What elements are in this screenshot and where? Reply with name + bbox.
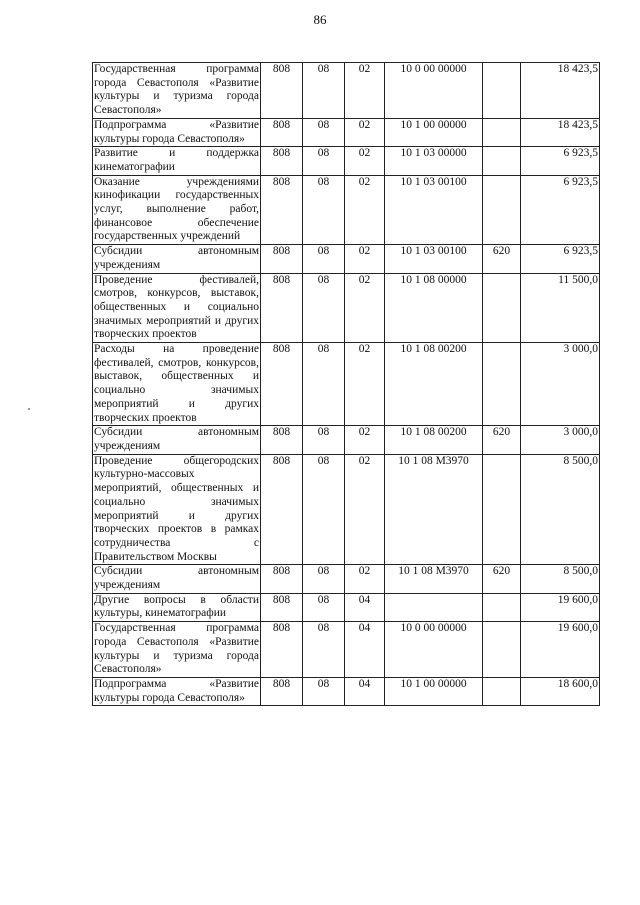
table-row [93, 175, 600, 245]
row-name: Другие вопросы в области культуры, кинематографии [93, 593, 261, 621]
expense-type [483, 175, 521, 245]
target-article: 10 1 00 00000 [385, 118, 483, 146]
dept-code: 808 [261, 593, 303, 621]
dept-code: 808 [261, 273, 303, 343]
section-code: 08 [303, 273, 345, 343]
section-code: 08 [303, 593, 345, 621]
table-row [93, 565, 600, 593]
subsection-code: 02 [345, 245, 385, 273]
section-code: 08 [303, 565, 345, 593]
expense-type: 620 [483, 565, 521, 593]
budget-table-body [93, 63, 600, 706]
target-article: 10 1 03 00100 [385, 175, 483, 245]
row-name: Расходы на проведение фестивалей, смотров, конкурсов, выставок, общественных и социально значимых мероприятий и других творческих проектов [93, 343, 261, 426]
expense-type [483, 677, 521, 705]
dept-code: 808 [261, 245, 303, 273]
page-number: 86 [313, 12, 327, 27]
subsection-code: 02 [345, 454, 385, 565]
section-code: 08 [303, 175, 345, 245]
row-name: Развитие и поддержка кинематографии [93, 147, 261, 175]
amount: 19 600,0 [521, 593, 600, 621]
section-code: 08 [303, 245, 345, 273]
table-row [93, 593, 600, 621]
target-article: 10 1 03 00000 [385, 147, 483, 175]
expense-type: 620 [483, 426, 521, 454]
amount: 3 000,0 [521, 343, 600, 426]
expense-type [483, 454, 521, 565]
expense-type [483, 593, 521, 621]
amount: 6 923,5 [521, 245, 600, 273]
subsection-code: 04 [345, 593, 385, 621]
subsection-code: 02 [345, 565, 385, 593]
dept-code: 808 [261, 63, 303, 119]
section-code: 08 [303, 343, 345, 426]
subsection-code: 02 [345, 63, 385, 119]
row-name: Проведение фестивалей, смотров, конкурсов, выставок, общественных и социально значимых мероприятий и других творческих проектов [93, 273, 261, 343]
subsection-code: 02 [345, 343, 385, 426]
table-row [93, 426, 600, 454]
target-article: 10 1 08 00200 [385, 426, 483, 454]
subsection-code: 02 [345, 147, 385, 175]
table-row [93, 63, 600, 119]
section-code: 08 [303, 63, 345, 119]
dept-code: 808 [261, 565, 303, 593]
table-row [93, 454, 600, 565]
row-name: Подпрограмма «Развитие культуры города Севастополя» [93, 118, 261, 146]
target-article: 10 1 00 00000 [385, 677, 483, 705]
dept-code: 808 [261, 622, 303, 678]
amount: 11 500,0 [521, 273, 600, 343]
row-name: Субсидии автономным учреждениям [93, 426, 261, 454]
subsection-code: 04 [345, 622, 385, 678]
target-article: 10 0 00 00000 [385, 622, 483, 678]
row-name: Государственная программа города Севастополя «Развитие культуры и туризма города Севастополя» [93, 63, 261, 119]
expense-type [483, 147, 521, 175]
section-code: 08 [303, 147, 345, 175]
dept-code: 808 [261, 343, 303, 426]
expense-type: 620 [483, 245, 521, 273]
dept-code: 808 [261, 677, 303, 705]
amount: 18 423,5 [521, 118, 600, 146]
target-article: 10 1 08 00200 [385, 343, 483, 426]
target-article [385, 593, 483, 621]
expense-type [483, 343, 521, 426]
table-row [93, 245, 600, 273]
table-row [93, 343, 600, 426]
table-row [93, 677, 600, 705]
amount: 8 500,0 [521, 454, 600, 565]
subsection-code: 02 [345, 175, 385, 245]
row-name: Оказание учреждениями кинофикации государственных услуг, выполнение работ, финансовое обеспечение государственных учреждений [93, 175, 261, 245]
target-article: 10 1 08 М3970 [385, 454, 483, 565]
subsection-code: 04 [345, 677, 385, 705]
amount: 19 600,0 [521, 622, 600, 678]
dept-code: 808 [261, 426, 303, 454]
section-code: 08 [303, 622, 345, 678]
amount: 6 923,5 [521, 175, 600, 245]
table-row [93, 273, 600, 343]
target-article: 10 0 00 00000 [385, 63, 483, 119]
section-code: 08 [303, 677, 345, 705]
scan-speck [28, 408, 30, 410]
subsection-code: 02 [345, 426, 385, 454]
target-article: 10 1 03 00100 [385, 245, 483, 273]
table-row [93, 622, 600, 678]
dept-code: 808 [261, 118, 303, 146]
target-article: 10 1 08 М3970 [385, 565, 483, 593]
target-article: 10 1 08 00000 [385, 273, 483, 343]
expense-type [483, 118, 521, 146]
row-name: Подпрограмма «Развитие культуры города Севастополя» [93, 677, 261, 705]
dept-code: 808 [261, 175, 303, 245]
amount: 18 600,0 [521, 677, 600, 705]
row-name: Субсидии автономным учреждениям [93, 245, 261, 273]
budget-table [92, 62, 600, 706]
amount: 6 923,5 [521, 147, 600, 175]
section-code: 08 [303, 426, 345, 454]
expense-type [483, 273, 521, 343]
subsection-code: 02 [345, 273, 385, 343]
row-name: Государственная программа города Севастополя «Развитие культуры и туризма города Севастополя» [93, 622, 261, 678]
table-row [93, 147, 600, 175]
amount: 3 000,0 [521, 426, 600, 454]
section-code: 08 [303, 454, 345, 565]
expense-type [483, 63, 521, 119]
table-row [93, 118, 600, 146]
subsection-code: 02 [345, 118, 385, 146]
row-name: Субсидии автономным учреждениям [93, 565, 261, 593]
expense-type [483, 622, 521, 678]
section-code: 08 [303, 118, 345, 146]
row-name: Проведение общегородских культурно-массовых мероприятий, общественных и социально значимых мероприятий и других творческих проектов в рамках сотрудничества с Правительством Москвы [93, 454, 261, 565]
dept-code: 808 [261, 147, 303, 175]
amount: 8 500,0 [521, 565, 600, 593]
dept-code: 808 [261, 454, 303, 565]
amount: 18 423,5 [521, 63, 600, 119]
